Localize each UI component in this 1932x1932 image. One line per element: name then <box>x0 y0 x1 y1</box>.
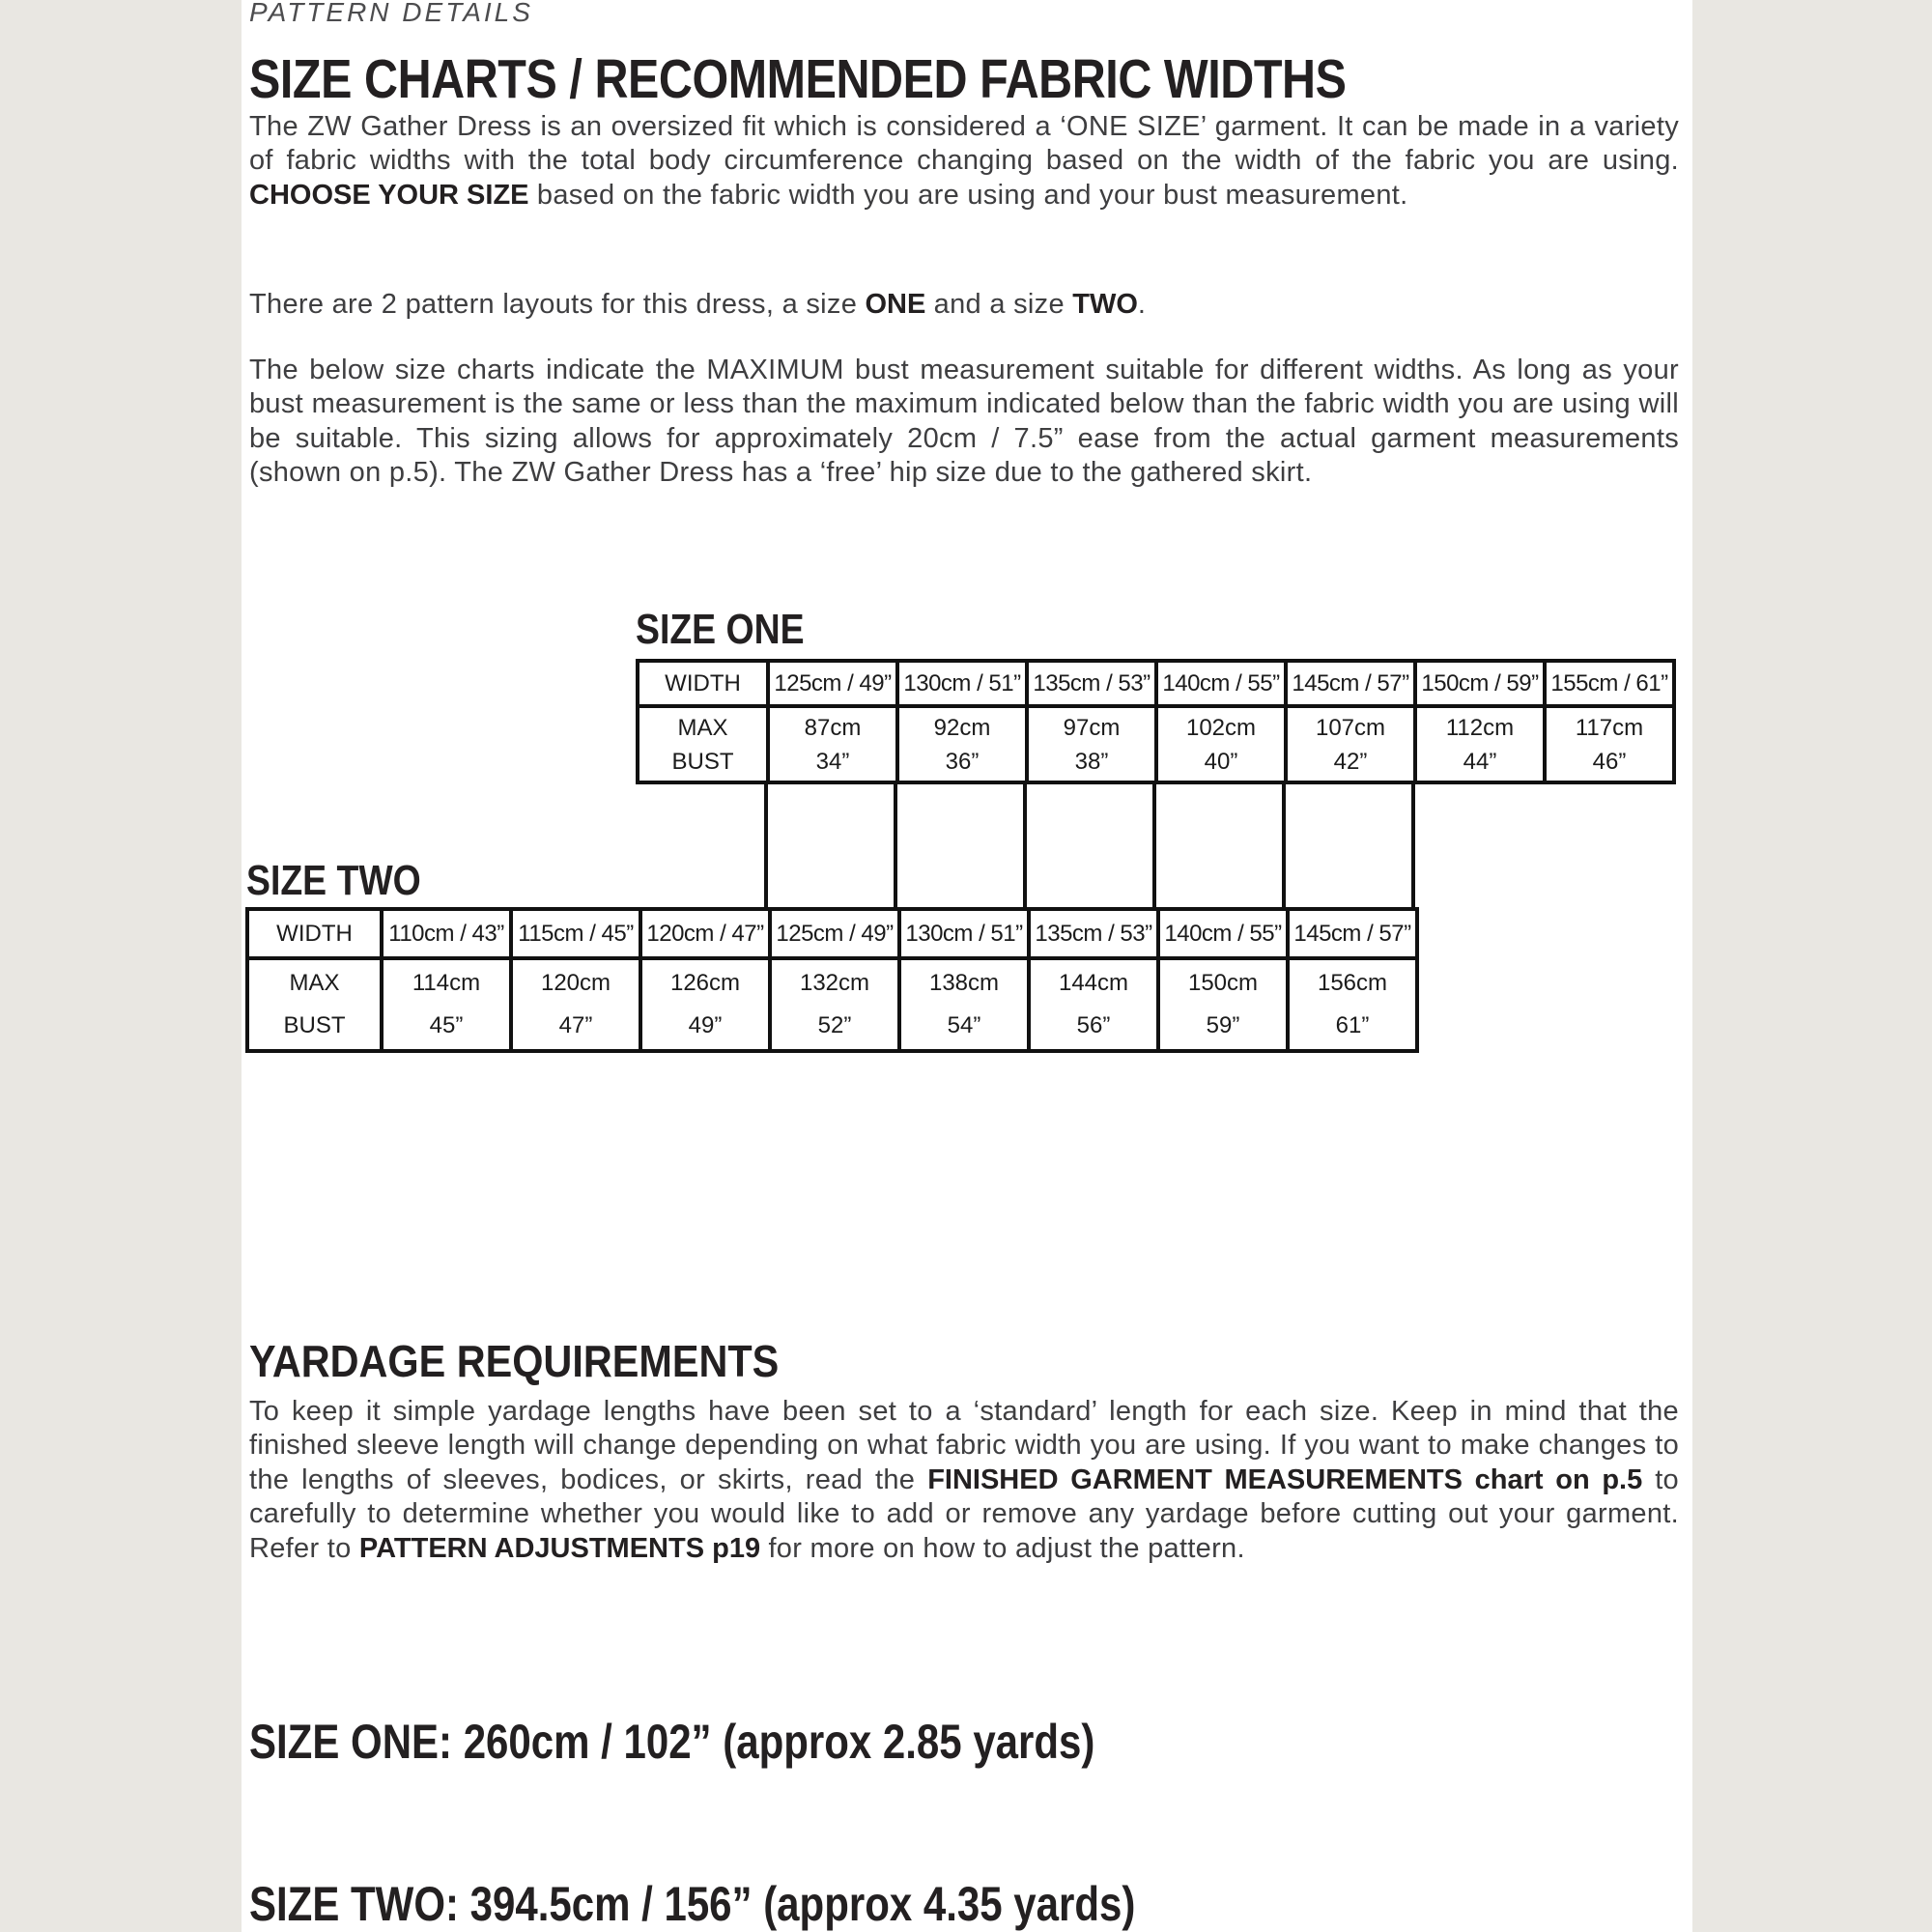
page-title: SIZE CHARTS / RECOMMENDED FABRIC WIDTHS <box>249 48 1347 110</box>
table-column-line <box>1152 781 1156 911</box>
max-bust-cell: 126cm 49” <box>640 958 770 1051</box>
max-bust-cell: 114cm 45” <box>382 958 511 1051</box>
fabric-width-cell: 120cm / 47” <box>640 909 770 958</box>
fabric-width-cell: 125cm / 49” <box>768 661 897 706</box>
max-bust-cell: 132cm 52” <box>770 958 899 1051</box>
max-bust-cell: 107cm 42” <box>1286 706 1415 782</box>
text-run: . <box>1137 289 1147 320</box>
text-run: based on the fabric width you are using and your bust measurement. <box>528 179 1408 211</box>
max-bust-cell: 156cm 61” <box>1288 958 1417 1051</box>
bold-text-run: ONE <box>865 289 926 320</box>
intro-paragraph-2 <box>249 288 1679 322</box>
intro-paragraph-1 <box>249 110 1679 213</box>
table-column-line <box>764 781 768 911</box>
bold-text-run: PATTERN ADJUSTMENTS p19 <box>358 1532 761 1564</box>
document-page <box>242 0 1692 1932</box>
text-run: To keep it simple yardage lengths have been set to a ‘standard’ length for each size. Keep in mind that the finished sleeve length will change depending on what fabric width you are using. If you want to make changes to the lengths of sleeves, bodices, or skirts, read the <box>249 1396 1679 1495</box>
fabric-width-cell: 140cm / 55” <box>1158 909 1288 958</box>
fabric-width-cell: 150cm / 59” <box>1415 661 1545 706</box>
yardage-paragraph <box>249 1395 1679 1566</box>
row-label-width: WIDTH <box>638 661 768 706</box>
max-bust-cell: 102cm 40” <box>1156 706 1286 782</box>
size-two-yardage-line: SIZE TWO: 394.5cm / 156” (approx 4.35 yards) <box>249 1877 1136 1931</box>
fabric-width-cell: 125cm / 49” <box>770 909 899 958</box>
fabric-width-cell: 145cm / 57” <box>1288 909 1417 958</box>
fabric-width-cell: 145cm / 57” <box>1286 661 1415 706</box>
max-bust-cell: 92cm 36” <box>897 706 1027 782</box>
text-run: There are 2 pattern layouts for this dress, a size <box>249 289 866 320</box>
size-two-heading: SIZE TWO <box>246 857 421 904</box>
text-run: and a size <box>925 289 1073 320</box>
fabric-width-cell: 135cm / 53” <box>1027 661 1156 706</box>
max-bust-cell: 112cm 44” <box>1415 706 1545 782</box>
size-one-table <box>636 659 1676 784</box>
intro-paragraph-3 <box>249 354 1679 491</box>
bold-text-run: FINISHED GARMENT MEASUREMENTS chart on p.5 <box>927 1463 1643 1495</box>
text-run: for more on how to adjust the pattern. <box>760 1532 1245 1564</box>
bold-text-run: TWO <box>1072 289 1138 320</box>
fabric-width-cell: 130cm / 51” <box>897 661 1027 706</box>
max-bust-cell: 97cm 38” <box>1027 706 1156 782</box>
table-column-line <box>1282 781 1286 911</box>
size-one-heading: SIZE ONE <box>636 606 805 653</box>
row-label-max-bust: MAX BUST <box>638 706 768 782</box>
table-column-line <box>894 781 897 911</box>
fabric-width-cell: 155cm / 61” <box>1545 661 1674 706</box>
table-column-line <box>1023 781 1027 911</box>
text-run: The below size charts indicate the MAXIMUM bust measurement suitable for different widths. As long as your bust measurement is the same or less than the maximum indicated below than the fabric width you are using will be suitable. This sizing allows for approximately 20cm / 7.5” ease from the actual garment measurements (shown on p.5). The ZW Gather Dress has a ‘free’ hip size due to the gathered skirt. <box>249 355 1679 489</box>
fabric-width-cell: 140cm / 55” <box>1156 661 1286 706</box>
size-two-table <box>245 907 1419 1053</box>
eyebrow-label: PATTERN DETAILS <box>249 0 533 27</box>
fabric-width-cell: 135cm / 53” <box>1029 909 1158 958</box>
text-run: The ZW Gather Dress is an oversized fit which is considered a ‘ONE SIZE’ garment. It can be made in a variety of fabric widths with the total body circumference changing based on the width of the fabric you are using. <box>249 111 1679 177</box>
max-bust-cell: 120cm 47” <box>511 958 640 1051</box>
size-one-yardage-line: SIZE ONE: 260cm / 102” (approx 2.85 yards) <box>249 1715 1095 1769</box>
fabric-width-cell: 130cm / 51” <box>899 909 1029 958</box>
max-bust-cell: 117cm 46” <box>1545 706 1674 782</box>
text-run: to carefully to determine whether you would like to add or remove any yardage before cutting out your garment. Refer to <box>249 1463 1679 1564</box>
max-bust-cell: 87cm 34” <box>768 706 897 782</box>
table-column-line <box>1411 781 1415 911</box>
row-label-width: WIDTH <box>247 909 382 958</box>
fabric-width-cell: 115cm / 45” <box>511 909 640 958</box>
max-bust-cell: 150cm 59” <box>1158 958 1288 1051</box>
bold-text-run: CHOOSE YOUR SIZE <box>249 179 529 211</box>
yardage-heading: YARDAGE REQUIREMENTS <box>249 1336 780 1386</box>
fabric-width-cell: 110cm / 43” <box>382 909 511 958</box>
max-bust-cell: 138cm 54” <box>899 958 1029 1051</box>
max-bust-cell: 144cm 56” <box>1029 958 1158 1051</box>
row-label-max-bust: MAX BUST <box>247 958 382 1051</box>
